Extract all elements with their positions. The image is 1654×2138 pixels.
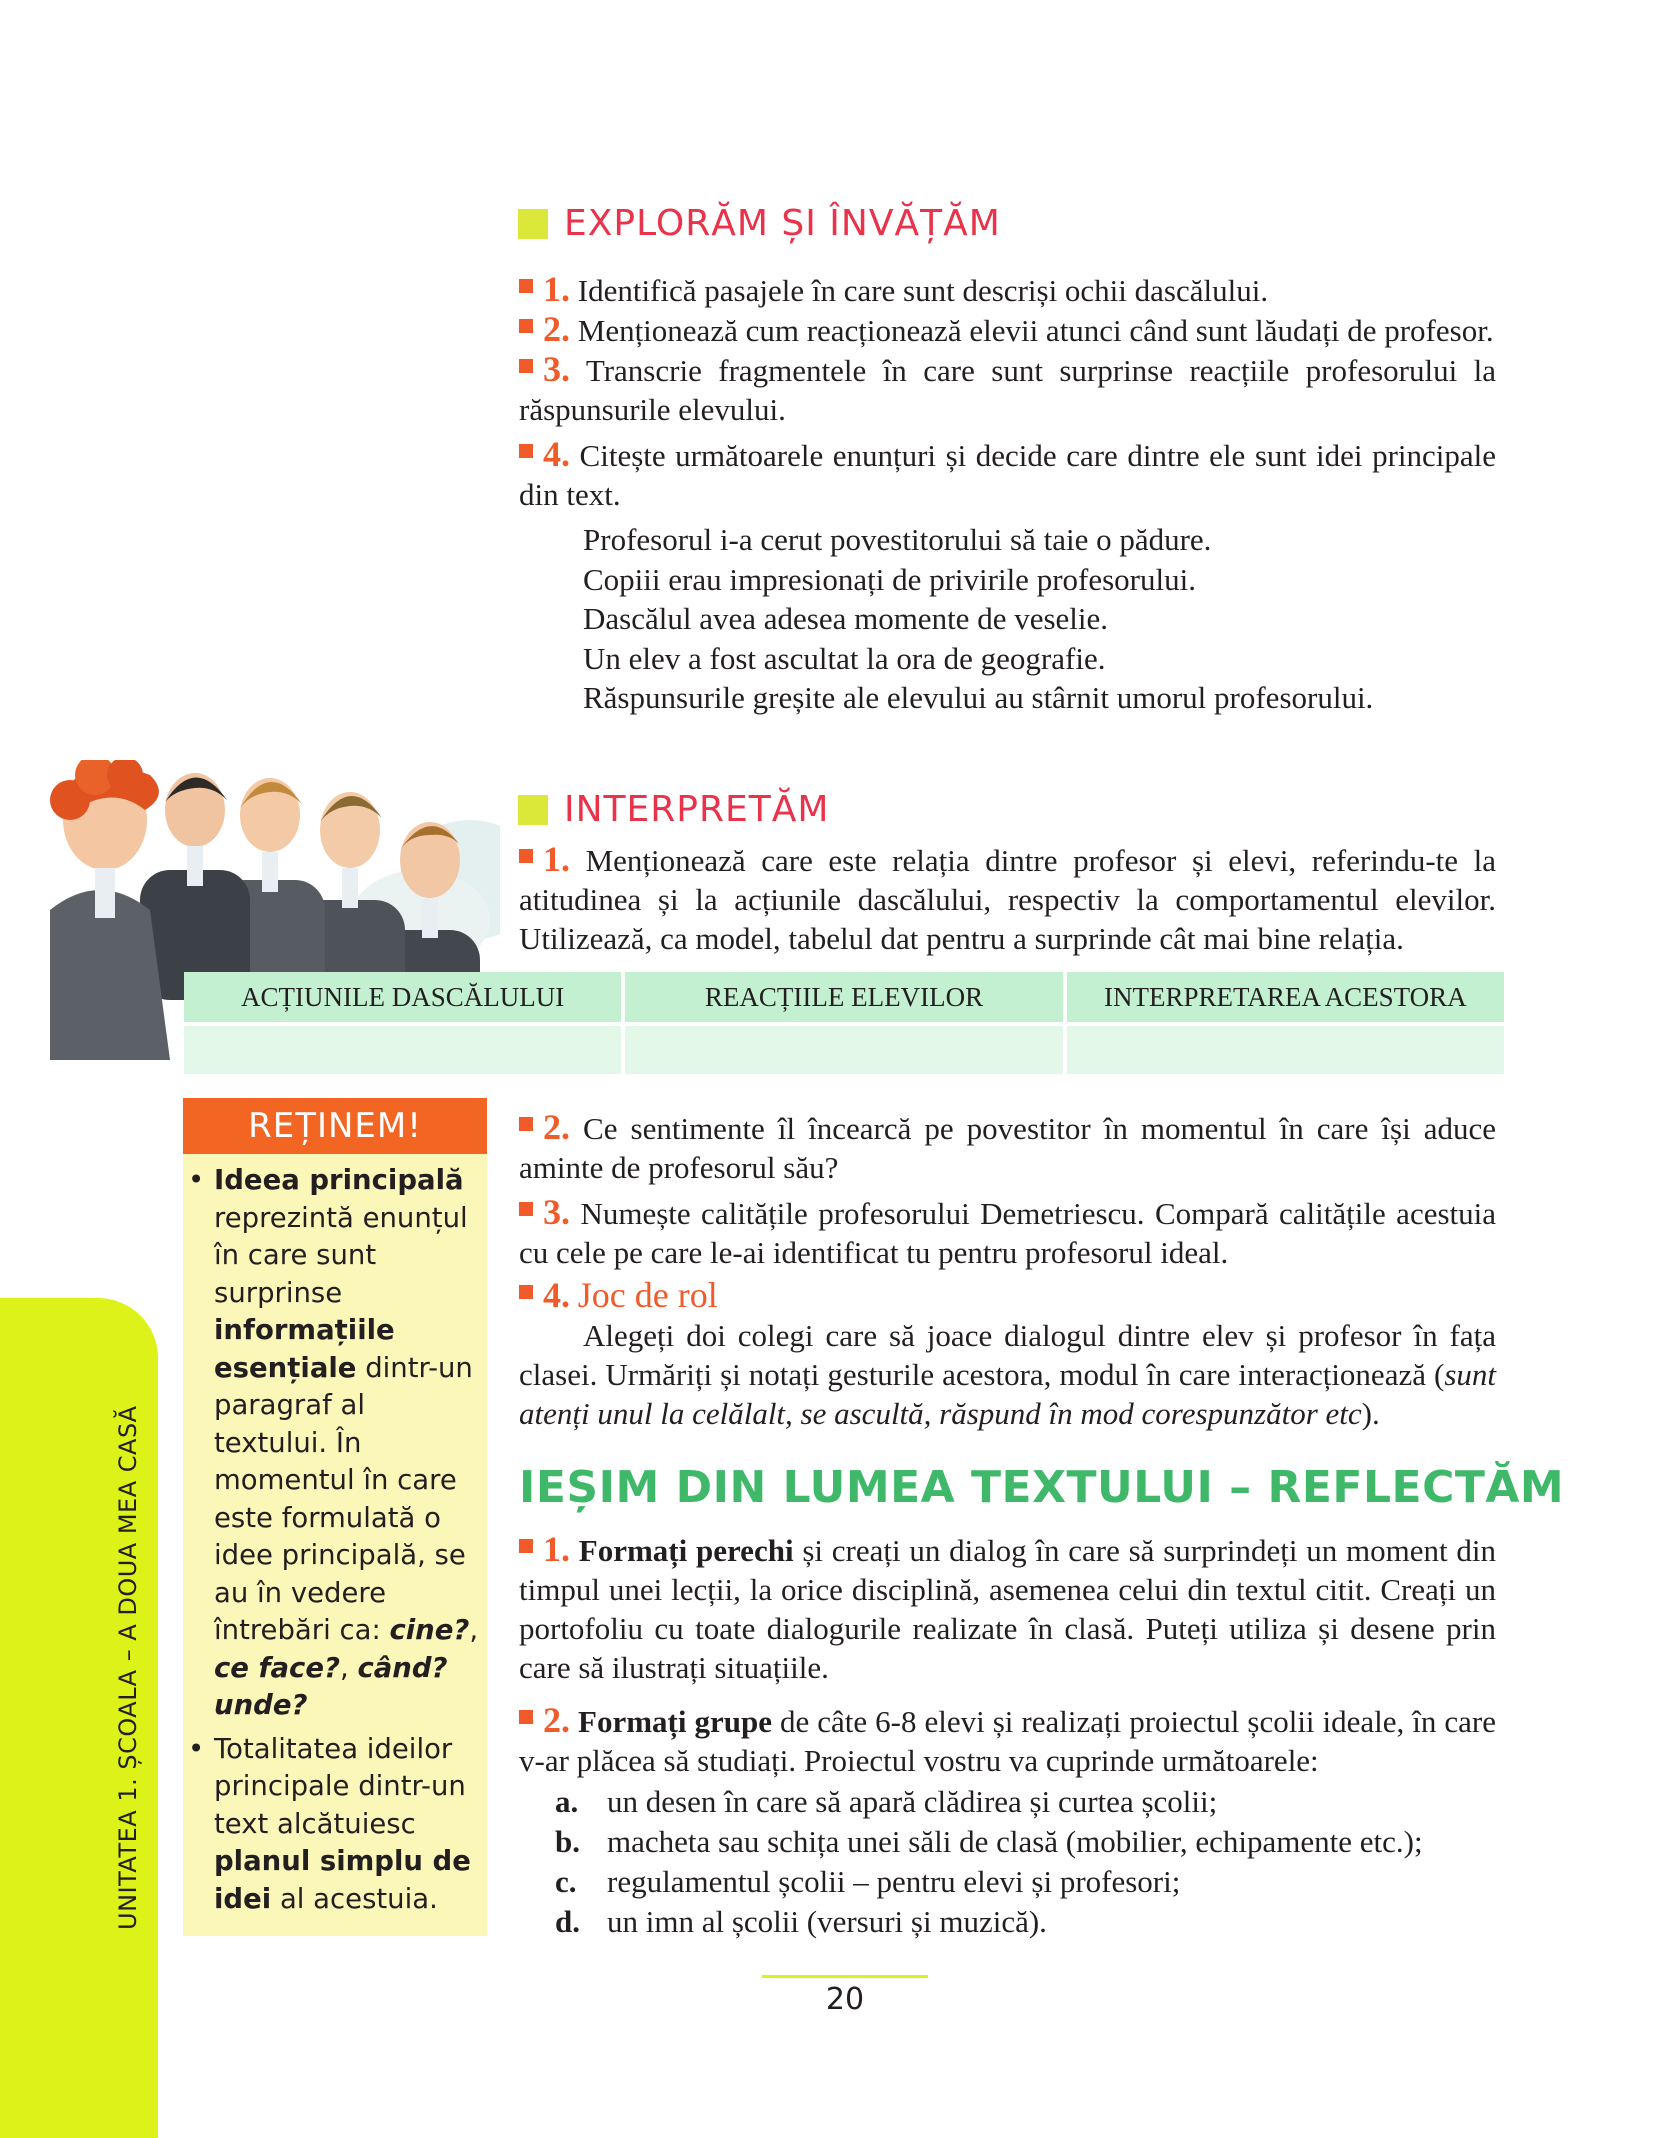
explore-questions [519,270,1496,718]
bullet-icon [519,444,533,458]
reflect-questions [519,1530,1496,1942]
statement-item: Profesorul i-a cerut povestitorului să taie o pădure. [583,522,1212,557]
relationship-table [180,972,1508,1074]
list-item: c. regulamentul școlii – pentru elevi și profesori; [555,1864,1181,1899]
interpret-question-3: 3. Numește calitățile profesorului Demetriescu. Compară calitățile acestuia cu cele pe care le-ai identificat tu pentru profesorul ideal. [519,1192,1497,1270]
bullet-icon [519,1285,533,1299]
table-row [184,1022,1504,1074]
reflect-question-2: 2. Formați grupe de câte 6-8 elevi și realizați proiectul școlii ideale, în care v-ar plăcea să studiați. Proiectul vostru va cuprinde următoarele: [519,1700,1497,1778]
explore-title-text: EXPLORĂM ȘI ÎNVĂȚĂM [564,203,1001,244]
table-header-cell: INTERPRETAREA ACESTORA [1067,972,1504,1022]
section-marker-icon [518,209,548,239]
project-list [555,1782,1496,1942]
interpret-question-4: 4. Joc de rol [519,1276,1496,1316]
interpret-section-title [518,788,829,832]
bullet-icon [519,849,533,863]
reflect-section-title: IEȘIM DIN LUMEA TEXTULUI – REFLECTĂM [519,1462,1565,1513]
list-item: d. un imn al școlii (versuri și muzică). [555,1904,1047,1939]
retinem-bullet-1: • Ideea principală reprezintă enunțul în care sunt surprinse informațiile esențiale dintr-un paragraf al textului. În momentul în care este formulată o idee principală, se au în vedere întrebări ca: cine?, ce face?, când? unde? [188,1164,479,1721]
list-item: b. macheta sau schița unei săli de clasă (mobilier, echipamente etc.); [555,1824,1423,1859]
bullet-icon [519,279,533,293]
reflect-question-1: 1. Formați perechi și creați un dialog în care să surprindeți un moment din timpul unei lecții, la orice disciplină, asemenea celui din textul citit. Creați un portofoliu cu toate dialogurile realizate în clasă. Puteți utiliza și desene prin care să ilustrați situațiile. [519,1529,1497,1685]
bullet-icon [519,1539,533,1553]
table-cell [184,1022,621,1074]
page-number-rule [762,1975,928,1978]
retinem-content [188,1162,484,1918]
statement-item: Un elev a fost ascultat la ora de geografie. [583,640,1106,676]
unit-title: UNITATEA 1. ȘCOALA – A DOUA MEA CASĂ [114,1405,142,1930]
bullet-icon [519,319,533,333]
retinem-bullet-2: • Totalitatea ideilor principale dintr-un text alcătuiesc planul simplu de idei al acestuia. [188,1732,471,1915]
statement-item: Dascălul avea adesea momente de veselie. [583,601,1109,636]
explore-question-2: 2. Menționează cum reacționează elevii atunci când sunt lăudați de profesor. [519,310,1496,350]
table-header-cell: ACȚIUNILE DASCĂLULUI [184,972,621,1022]
interpret-question-2: 2. Ce sentimente îl încearcă pe povestitor în momentul în care își aduce aminte de profesorul său? [519,1107,1496,1185]
table-cell [1067,1022,1504,1074]
statement-list [583,520,1496,718]
table-header-row [184,972,1504,1022]
role-play-text: Alegeți doi colegi care să joace dialogul dintre elev și profesor în fața clasei. Urmăriți și notați gesturile acestora, modul în care interacționează (sunt atenți unul la celălalt, se ascultă, răspund în mod corespunzător etc). [519,1318,1496,1431]
list-item: a. un desen în care să apară clădirea și curtea școlii; [555,1784,1218,1819]
interpret-question-1: 1. Menționează care este relația dintre profesor și elevi, referindu-te la atitudinea și la acțiunile dascălului, respectiv la comportamentul elevilor. Utilizează, ca model, tabelul dat pentru a surprinde cât mai bine relația. [519,839,1497,956]
bullet-icon [519,1202,533,1216]
table-cell [625,1022,1062,1074]
explore-question-4: 4. Citește următoarele enunțuri și decide care dintre ele sunt idei principale din text. [519,434,1497,512]
interpret-questions-continued [519,1108,1496,1433]
retinem-title: REȚINEM! [183,1098,487,1154]
bullet-icon [519,1117,533,1131]
explore-section-title [518,202,1001,246]
statement-item: Copiii erau impresionați de privirile profesorului. [583,561,1196,597]
section-marker-icon [518,795,548,825]
bullet-icon [519,1710,533,1724]
statement-item: Răspunsurile greșite ale elevului au stârnit umorul profesorului. [583,680,1374,715]
explore-question-1: 1. Identifică pasajele în care sunt descriși ochii dascălului. [519,270,1496,310]
bullet-icon [519,359,533,373]
explore-question-3: 3. Transcrie fragmentele în care sunt surprinse reacțiile profesorului la răspunsurile elevului. [519,349,1496,427]
table-header-cell: REACȚIILE ELEVILOR [625,972,1062,1022]
page-number: 20 [825,1982,865,2017]
interpret-title-text: INTERPRETĂM [564,789,830,830]
